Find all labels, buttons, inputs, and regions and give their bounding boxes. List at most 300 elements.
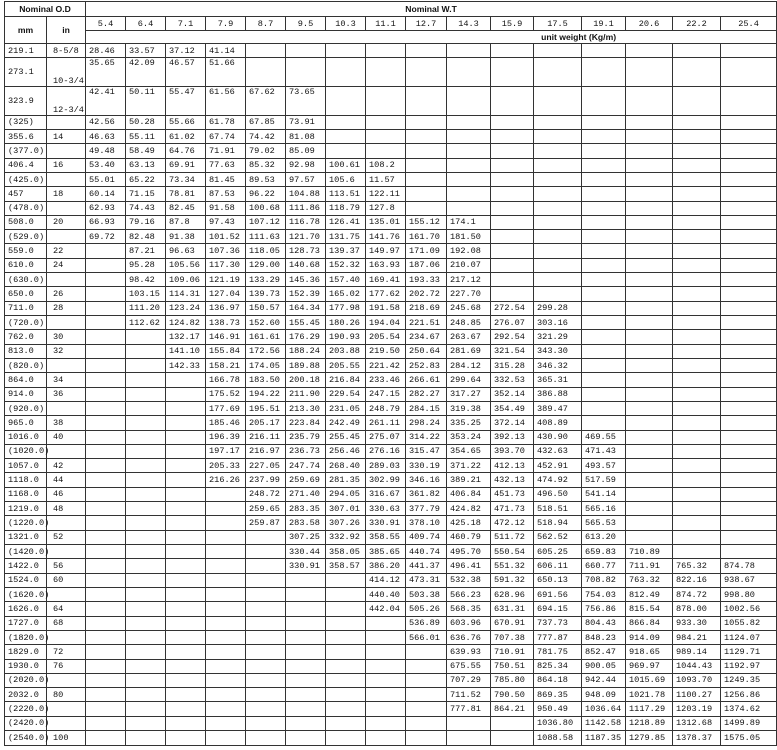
od-mm-cell: (720.0) — [5, 316, 47, 330]
weight-cell: 1124.07 — [721, 630, 777, 644]
wall-thickness-header: 17.5 — [534, 17, 582, 31]
weight-cell — [406, 44, 447, 58]
weight-cell: 386.20 — [366, 559, 406, 573]
weight-cell — [721, 344, 777, 358]
od-in-cell: 100 — [47, 731, 86, 746]
weight-cell: 765.32 — [673, 559, 721, 573]
weight-cell — [673, 473, 721, 487]
wall-thickness-header: 20.6 — [626, 17, 673, 31]
od-in-cell: 24 — [47, 258, 86, 272]
wall-thickness-header: 7.1 — [166, 17, 206, 31]
weight-cell — [406, 144, 447, 158]
weight-cell — [206, 673, 246, 687]
weight-cell — [326, 115, 366, 129]
weight-cell: 299.28 — [534, 301, 582, 315]
weight-cell: 263.67 — [447, 330, 491, 344]
weight-cell — [366, 645, 406, 659]
weight-cell — [491, 172, 534, 186]
weight-cell: 78.81 — [166, 187, 206, 201]
weight-cell: 361.82 — [406, 487, 447, 501]
weight-cell: 219.50 — [366, 344, 406, 358]
weight-cell: 189.88 — [286, 358, 326, 372]
weight-cell — [582, 201, 626, 215]
table-row — [5, 258, 777, 272]
weight-cell — [406, 86, 447, 115]
weight-cell — [166, 545, 206, 559]
weight-cell: 55.66 — [166, 115, 206, 129]
weight-cell: 707.38 — [491, 630, 534, 644]
od-in-cell: 28 — [47, 301, 86, 315]
weight-cell — [491, 215, 534, 229]
weight-cell: 650.13 — [534, 573, 582, 587]
weight-cell — [86, 344, 126, 358]
weight-cell: 103.15 — [126, 287, 166, 301]
weight-cell: 71.91 — [206, 144, 246, 158]
weight-cell — [206, 559, 246, 573]
weight-cell — [246, 688, 286, 702]
weight-cell: 122.11 — [366, 187, 406, 201]
weight-cell: 131.75 — [326, 230, 366, 244]
weight-cell: 138.73 — [206, 316, 246, 330]
weight-cell — [366, 659, 406, 673]
weight-cell — [286, 616, 326, 630]
od-mm-cell: 1219.0 — [5, 502, 47, 516]
weight-cell: 61.78 — [206, 115, 246, 129]
weight-cell — [673, 545, 721, 559]
od-in-cell: 42 — [47, 459, 86, 473]
weight-cell: 631.31 — [491, 602, 534, 616]
weight-cell: 216.26 — [206, 473, 246, 487]
weight-cell: 566.01 — [406, 630, 447, 644]
weight-cell: 874.72 — [673, 587, 721, 601]
weight-cell: 474.92 — [534, 473, 582, 487]
weight-cell: 150.57 — [246, 301, 286, 315]
weight-cell: 565.53 — [582, 516, 626, 530]
weight-cell — [447, 86, 491, 115]
weight-cell — [126, 344, 166, 358]
weight-cell — [626, 129, 673, 143]
weight-cell: 298.24 — [406, 416, 447, 430]
weight-cell: 185.46 — [206, 416, 246, 430]
weight-cell: 1279.85 — [626, 731, 673, 746]
weight-cell — [286, 731, 326, 746]
weight-cell: 471.43 — [582, 444, 626, 458]
weight-cell — [86, 731, 126, 746]
weight-cell — [534, 172, 582, 186]
weight-cell — [286, 673, 326, 687]
table-row — [5, 172, 777, 186]
weight-cell: 51.66 — [206, 58, 246, 87]
weight-cell — [491, 115, 534, 129]
weight-cell — [126, 387, 166, 401]
weight-cell: 332.53 — [491, 373, 534, 387]
weight-cell: 346.16 — [406, 473, 447, 487]
weight-cell — [86, 616, 126, 630]
weight-cell: 984.21 — [673, 630, 721, 644]
weight-cell — [406, 659, 447, 673]
table-row — [5, 688, 777, 702]
weight-cell — [626, 358, 673, 372]
weight-cell — [582, 273, 626, 287]
weight-cell: 161.70 — [406, 230, 447, 244]
weight-cell: 121.19 — [206, 273, 246, 287]
weight-cell — [721, 172, 777, 186]
weight-cell: 193.33 — [406, 273, 447, 287]
weight-cell: 104.88 — [286, 187, 326, 201]
table-row — [5, 502, 777, 516]
od-in-cell: 52 — [47, 530, 86, 544]
od-mm-cell: (630.0) — [5, 273, 47, 287]
weight-cell: 675.55 — [447, 659, 491, 673]
weight-cell: 299.64 — [447, 373, 491, 387]
weight-cell: 281.69 — [447, 344, 491, 358]
weight-cell: 91.58 — [206, 201, 246, 215]
weight-cell — [582, 44, 626, 58]
weight-cell — [326, 630, 366, 644]
weight-cell — [491, 258, 534, 272]
weight-cell: 69.91 — [166, 158, 206, 172]
weight-cell — [447, 58, 491, 87]
weight-cell — [126, 487, 166, 501]
weight-cell: 49.48 — [86, 144, 126, 158]
table-row — [5, 587, 777, 601]
weight-cell — [126, 716, 166, 730]
weight-cell — [582, 172, 626, 186]
weight-cell — [447, 172, 491, 186]
od-mm-cell: (2220.0) — [5, 702, 47, 716]
wall-thickness-header: 15.9 — [491, 17, 534, 31]
weight-cell: 365.31 — [534, 373, 582, 387]
od-in-cell: 38 — [47, 416, 86, 430]
weight-cell — [626, 444, 673, 458]
weight-cell: 152.32 — [326, 258, 366, 272]
weight-cell: 55.47 — [166, 86, 206, 115]
weight-cell — [582, 287, 626, 301]
weight-cell: 87.21 — [126, 244, 166, 258]
weight-cell: 223.84 — [286, 416, 326, 430]
weight-cell — [166, 688, 206, 702]
od-in-cell: 36 — [47, 387, 86, 401]
weight-cell: 710.89 — [626, 545, 673, 559]
weight-cell — [673, 273, 721, 287]
weight-cell: 62.93 — [86, 201, 126, 215]
od-in-cell: 32 — [47, 344, 86, 358]
mm-header: mm — [5, 17, 47, 44]
weight-cell: 247.74 — [286, 459, 326, 473]
od-mm-cell: 323.9 — [5, 86, 47, 115]
weight-cell: 541.14 — [582, 487, 626, 501]
weight-cell — [86, 459, 126, 473]
weight-cell: 235.79 — [286, 430, 326, 444]
weight-cell: 89.53 — [246, 172, 286, 186]
weight-cell — [673, 358, 721, 372]
weight-cell: 35.65 — [86, 58, 126, 87]
weight-cell: 1117.29 — [626, 702, 673, 716]
weight-cell: 441.37 — [406, 559, 447, 573]
table-row — [5, 373, 777, 387]
weight-cell: 354.65 — [447, 444, 491, 458]
table-row — [5, 129, 777, 143]
weight-cell: 163.93 — [366, 258, 406, 272]
weight-cell: 79.02 — [246, 144, 286, 158]
od-mm-cell: (529.0) — [5, 230, 47, 244]
weight-cell: 63.13 — [126, 158, 166, 172]
od-in-cell: 40 — [47, 430, 86, 444]
weight-cell: 613.20 — [582, 530, 626, 544]
weight-cell: 1192.97 — [721, 659, 777, 673]
weight-cell — [246, 630, 286, 644]
weight-cell: 307.01 — [326, 502, 366, 516]
weight-cell — [721, 44, 777, 58]
weight-cell — [491, 158, 534, 172]
weight-cell: 242.49 — [326, 416, 366, 430]
weight-cell: 605.25 — [534, 545, 582, 559]
weight-cell — [626, 244, 673, 258]
weight-cell — [534, 273, 582, 287]
weight-cell — [721, 459, 777, 473]
weight-cell: 41.14 — [206, 44, 246, 58]
weight-cell — [447, 115, 491, 129]
weight-cell — [721, 273, 777, 287]
od-mm-cell: 273.1 — [5, 58, 47, 87]
table-row — [5, 387, 777, 401]
od-in-cell — [47, 201, 86, 215]
weight-cell: 133.29 — [246, 273, 286, 287]
weight-cell: 1142.58 — [582, 716, 626, 730]
weight-cell — [582, 416, 626, 430]
weight-cell: 177.69 — [206, 401, 246, 415]
weight-cell — [626, 416, 673, 430]
weight-cell: 82.45 — [166, 201, 206, 215]
od-mm-cell: 559.0 — [5, 244, 47, 258]
table-row — [5, 430, 777, 444]
weight-cell: 248.72 — [246, 487, 286, 501]
weight-cell: 562.52 — [534, 530, 582, 544]
weight-cell: 425.18 — [447, 516, 491, 530]
weight-cell — [582, 330, 626, 344]
weight-cell — [246, 602, 286, 616]
od-mm-cell: (1620.0) — [5, 587, 47, 601]
weight-cell — [246, 702, 286, 716]
weight-cell: 259.69 — [286, 473, 326, 487]
weight-cell: 252.83 — [406, 358, 447, 372]
weight-cell: 221.51 — [406, 316, 447, 330]
weight-cell: 202.72 — [406, 287, 447, 301]
weight-cell — [366, 673, 406, 687]
weight-cell: 247.15 — [366, 387, 406, 401]
weight-cell — [626, 215, 673, 229]
weight-cell — [673, 144, 721, 158]
od-mm-cell: 1422.0 — [5, 559, 47, 573]
weight-cell — [326, 645, 366, 659]
weight-cell — [86, 387, 126, 401]
weight-cell — [206, 630, 246, 644]
weight-cell: 157.40 — [326, 273, 366, 287]
weight-cell — [721, 401, 777, 415]
weight-cell — [206, 616, 246, 630]
weight-cell — [366, 716, 406, 730]
weight-cell — [673, 373, 721, 387]
weight-cell — [126, 731, 166, 746]
od-mm-cell: 457 — [5, 187, 47, 201]
weight-cell: 283.35 — [286, 502, 326, 516]
weight-cell: 172.56 — [246, 344, 286, 358]
weight-cell — [626, 487, 673, 501]
weight-cell: 566.23 — [447, 587, 491, 601]
weight-cell: 67.85 — [246, 115, 286, 129]
weight-cell — [86, 645, 126, 659]
weight-cell: 117.30 — [206, 258, 246, 272]
weight-cell — [626, 187, 673, 201]
weight-cell: 393.70 — [491, 444, 534, 458]
weight-cell: 460.79 — [447, 530, 491, 544]
od-mm-cell: 508.0 — [5, 215, 47, 229]
weight-cell: 377.79 — [406, 502, 447, 516]
weight-cell: 1575.05 — [721, 731, 777, 746]
wall-thickness-header: 11.1 — [366, 17, 406, 31]
weight-cell — [721, 330, 777, 344]
od-mm-cell: 711.0 — [5, 301, 47, 315]
weight-cell — [673, 401, 721, 415]
weight-cell: 330.19 — [406, 459, 447, 473]
od-in-cell: 18 — [47, 187, 86, 201]
weight-cell: 37.12 — [166, 44, 206, 58]
weight-cell: 237.99 — [246, 473, 286, 487]
od-in-cell: 76 — [47, 659, 86, 673]
weight-cell: 33.57 — [126, 44, 166, 58]
weight-cell — [166, 731, 206, 746]
weight-cell: 114.31 — [166, 287, 206, 301]
od-in-cell: 56 — [47, 559, 86, 573]
weight-cell: 737.73 — [534, 616, 582, 630]
weight-cell: 1002.56 — [721, 602, 777, 616]
table-row — [5, 187, 777, 201]
weight-cell: 234.67 — [406, 330, 447, 344]
weight-cell: 711.52 — [447, 688, 491, 702]
weight-cell — [582, 230, 626, 244]
weight-cell: 109.06 — [166, 273, 206, 287]
weight-cell: 200.18 — [286, 373, 326, 387]
weight-cell — [166, 473, 206, 487]
table-row — [5, 602, 777, 616]
weight-cell: 1021.78 — [626, 688, 673, 702]
od-in-cell: 46 — [47, 487, 86, 501]
weight-cell: 123.24 — [166, 301, 206, 315]
table-row — [5, 344, 777, 358]
weight-cell — [246, 716, 286, 730]
weight-cell: 65.22 — [126, 172, 166, 186]
weight-cell: 790.50 — [491, 688, 534, 702]
weight-cell: 998.80 — [721, 587, 777, 601]
weight-cell: 469.55 — [582, 430, 626, 444]
weight-cell: 271.40 — [286, 487, 326, 501]
weight-cell: 900.05 — [582, 659, 626, 673]
weight-cell — [366, 702, 406, 716]
weight-cell: 550.54 — [491, 545, 534, 559]
weight-cell: 1036.64 — [582, 702, 626, 716]
nominal-wt-header: Nominal W.T — [86, 2, 777, 17]
weight-cell: 61.02 — [166, 129, 206, 143]
weight-cell: 472.12 — [491, 516, 534, 530]
weight-cell — [582, 58, 626, 87]
weight-cell — [447, 44, 491, 58]
weight-cell: 568.35 — [447, 602, 491, 616]
weight-cell — [534, 215, 582, 229]
table-row — [5, 301, 777, 315]
wall-thickness-header: 7.9 — [206, 17, 246, 31]
weight-cell — [86, 430, 126, 444]
weight-cell: 107.36 — [206, 244, 246, 258]
weight-cell — [673, 44, 721, 58]
wall-thickness-header: 12.7 — [406, 17, 447, 31]
wall-thickness-header: 14.3 — [447, 17, 491, 31]
weight-cell — [166, 559, 206, 573]
weight-cell: 158.21 — [206, 358, 246, 372]
weight-cell — [406, 673, 447, 687]
weight-cell: 330.63 — [366, 502, 406, 516]
weight-cell: 69.72 — [86, 230, 126, 244]
weight-cell: 1100.27 — [673, 688, 721, 702]
weight-cell: 98.42 — [126, 273, 166, 287]
weight-cell: 42.09 — [126, 58, 166, 87]
weight-cell: 79.16 — [126, 215, 166, 229]
weight-cell — [582, 301, 626, 315]
weight-cell — [126, 559, 166, 573]
weight-cell: 118.79 — [326, 201, 366, 215]
weight-cell — [286, 716, 326, 730]
weight-cell — [626, 459, 673, 473]
weight-cell: 346.32 — [534, 358, 582, 372]
weight-cell — [326, 659, 366, 673]
weight-cell — [721, 301, 777, 315]
weight-cell: 353.24 — [447, 430, 491, 444]
weight-cell — [246, 530, 286, 544]
weight-cell: 180.26 — [326, 316, 366, 330]
weight-cell: 259.87 — [246, 516, 286, 530]
weight-cell — [86, 416, 126, 430]
weight-cell: 181.50 — [447, 230, 491, 244]
weight-cell — [166, 616, 206, 630]
weight-cell — [206, 487, 246, 501]
weight-cell: 205.55 — [326, 358, 366, 372]
od-in-cell — [47, 172, 86, 186]
weight-cell — [126, 459, 166, 473]
weight-cell: 74.43 — [126, 201, 166, 215]
od-mm-cell: 219.1 — [5, 44, 47, 58]
weight-cell — [721, 416, 777, 430]
weight-cell: 424.82 — [447, 502, 491, 516]
weight-cell: 250.64 — [406, 344, 447, 358]
weight-cell — [166, 673, 206, 687]
weight-cell — [206, 731, 246, 746]
weight-cell — [166, 444, 206, 458]
weight-cell: 233.46 — [366, 373, 406, 387]
weight-cell — [326, 86, 366, 115]
weight-cell: 139.37 — [326, 244, 366, 258]
weight-cell — [166, 587, 206, 601]
weight-cell: 129.00 — [246, 258, 286, 272]
weight-cell — [534, 201, 582, 215]
weight-cell: 938.67 — [721, 573, 777, 587]
table-row — [5, 645, 777, 659]
weight-cell: 227.05 — [246, 459, 286, 473]
weight-cell: 259.65 — [246, 502, 286, 516]
weight-cell: 711.91 — [626, 559, 673, 573]
weight-cell: 108.2 — [366, 158, 406, 172]
od-mm-cell: (1820.0) — [5, 630, 47, 644]
weight-cell — [406, 702, 447, 716]
weight-cell: 750.51 — [491, 659, 534, 673]
